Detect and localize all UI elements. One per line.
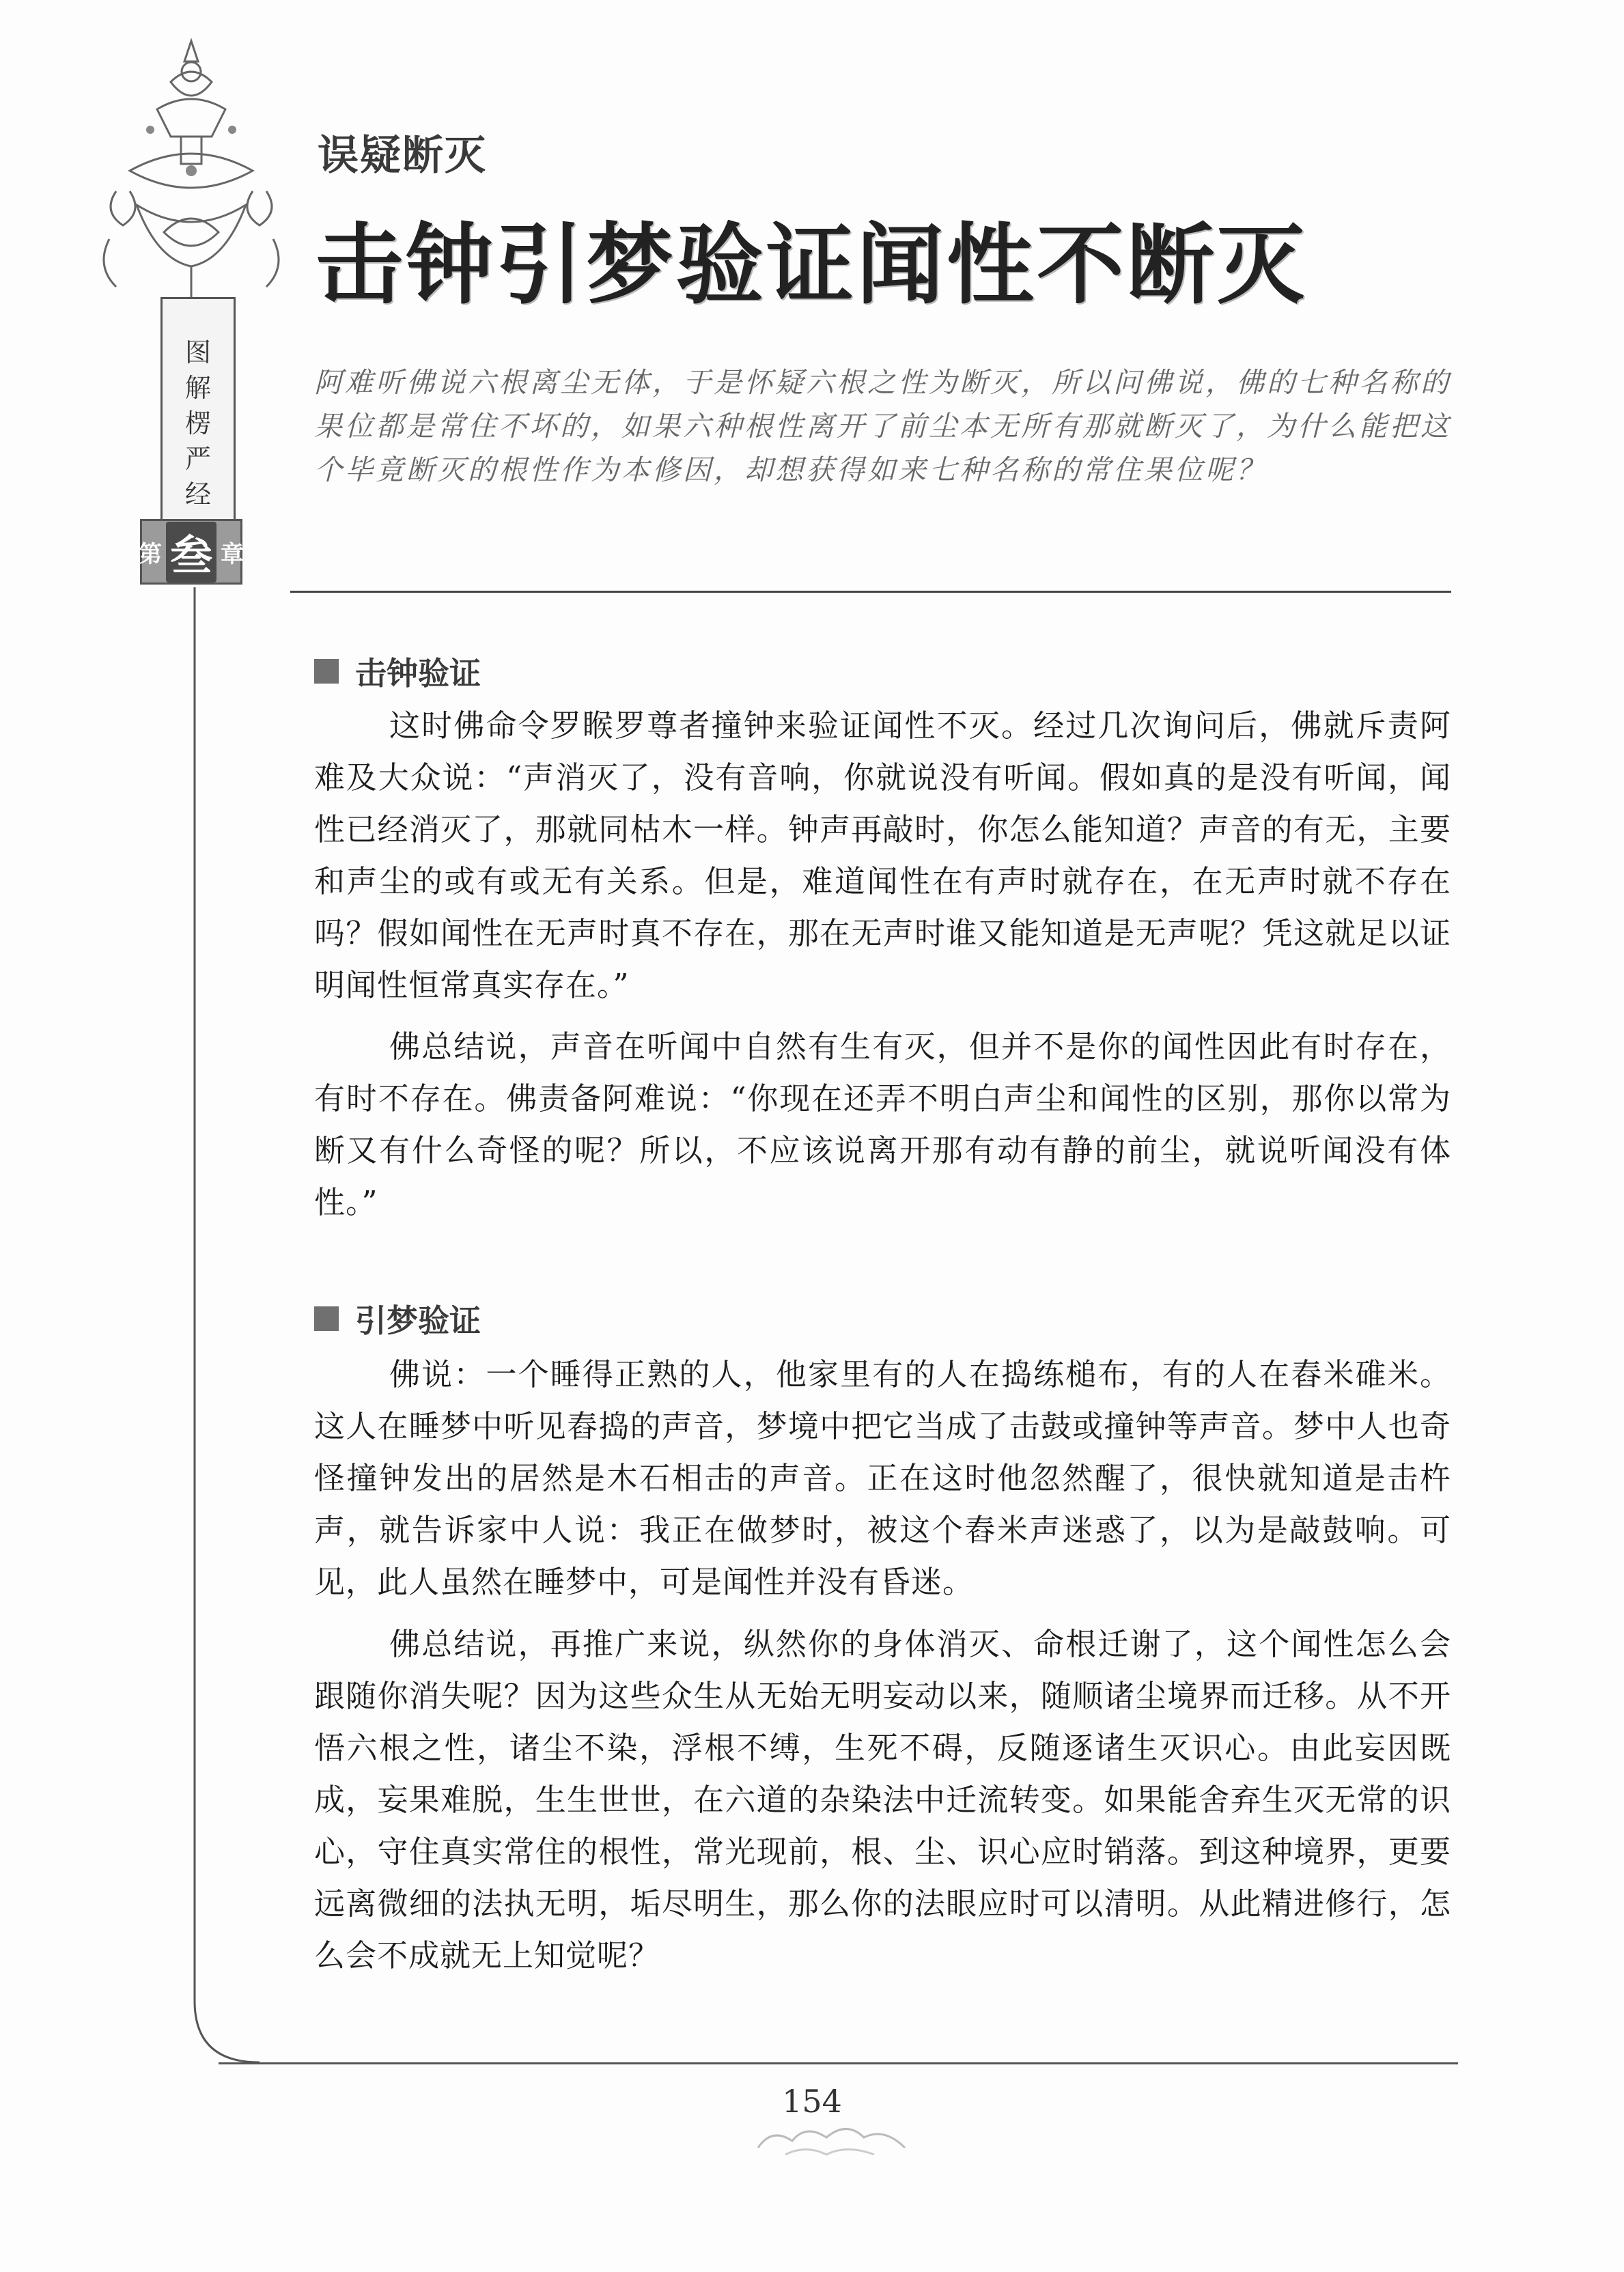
body-paragraph: 这时佛命令罗睺罗尊者撞钟来验证闻性不灭。经过几次询问后，佛就斥责阿难及大众说：“声消灭了，没有音响，你就说没有听闻。假如真的是没有听闻，闻性已经消灭了，那就同枯木一样。钟声再敲时，你怎么能知道？声音的有无，主要和声尘的或有或无有关系。但是，难道闻性在有声时就存在，在无声时就不存在吗？假如闻性在无声时真不存在，那在无声时谁又能知道是无声呢？凭这就足以证明闻性恒常真实存在。” (314, 707, 1451, 1003)
banner-char: 严 (184, 444, 211, 474)
lotus-ornament-icon (89, 34, 294, 314)
chapter-number: 叁 (166, 522, 216, 583)
page-number: 154 (782, 2083, 842, 2120)
body-paragraph: 佛说：一个睡得正熟的人，他家里有的人在捣练槌布，有的人在舂米碓米。这人在睡梦中听见舂捣的声音，梦境中把它当成了击鼓或撞钟等声音。梦中人也奇怪撞钟发出的居然是木石相击的声音。正在这时他忽然醒了，很快就知道是击杵声，就告诉家中人说：我正在做梦时，被这个舂米声迷惑了，以为是敲鼓响。可见，此人虽然在睡梦中，可是闻性并没有昏迷。 (314, 1356, 1451, 1600)
banner-char: 图 (184, 337, 211, 367)
chapter-suffix: 章 (221, 540, 244, 568)
chapter-badge (140, 519, 242, 585)
chapter-prefix: 第 (139, 540, 162, 568)
square-bullet-icon (314, 1306, 339, 1331)
section-subtitle: 误疑断灭 (318, 132, 487, 180)
section-heading (314, 649, 481, 694)
page-title: 击钟引梦验证闻性不断灭 (316, 214, 1308, 316)
book-title-banner (160, 297, 236, 550)
intro-divider (290, 591, 1451, 593)
banner-char: 解 (184, 373, 211, 403)
footer-divider (219, 2062, 1458, 2064)
banner-char: 经 (184, 479, 211, 509)
body-paragraph: 佛总结说，声音在听闻中自然有生有灭，但并不是你的闻性因此有时存在，有时不存在。佛责备阿难说：“你现在还弄不明白声尘和闻性的区别，那你以常为断又有什么奇怪的呢？所以，不应该说离开那有动有静的前尘，就说听闻没有体性。” (314, 1028, 1451, 1220)
intro-paragraph: 阿难听佛说六根离尘无体，于是怀疑六根之性为断灭，所以问佛说，佛的七种名称的果位都是常住不坏的，如果六种根性离开了前尘本无所有那就断灭了，为什么能把这个毕竟断灭的根性作为本修因，却想获得如来七种名称的常住果位呢？ (314, 366, 1451, 486)
section-heading (314, 1296, 481, 1341)
cloud-ornament-icon (744, 2117, 922, 2165)
banner-char: 楞 (184, 408, 211, 438)
section-heading-text: 引梦验证 (355, 1302, 481, 1339)
section-heading-text: 击钟验证 (355, 655, 481, 692)
body-paragraph: 佛总结说，再推广来说，纵然你的身体消灭、命根迁谢了，这个闻性怎么会跟随你消失呢？因为这些众生从无始无明妄动以来，随顺诸尘境界而迁移。从不开悟六根之性，诸尘不染，浮根不缚，生死不碍，反随逐诸生灭识心。由此妄因既成，妄果难脱，生生世世，在六道的杂染法中迁流转变。如果能舍弃生灭无常的识心，守住真实常住的根性，常光现前，根、尘、识心应时销落。到这种境界，更要远离微细的法执无明，垢尽明生，那么你的法眼应时可以清明。从此精进修行，怎么会不成就无上知觉呢？ (314, 1626, 1451, 1974)
square-bullet-icon (314, 659, 339, 684)
